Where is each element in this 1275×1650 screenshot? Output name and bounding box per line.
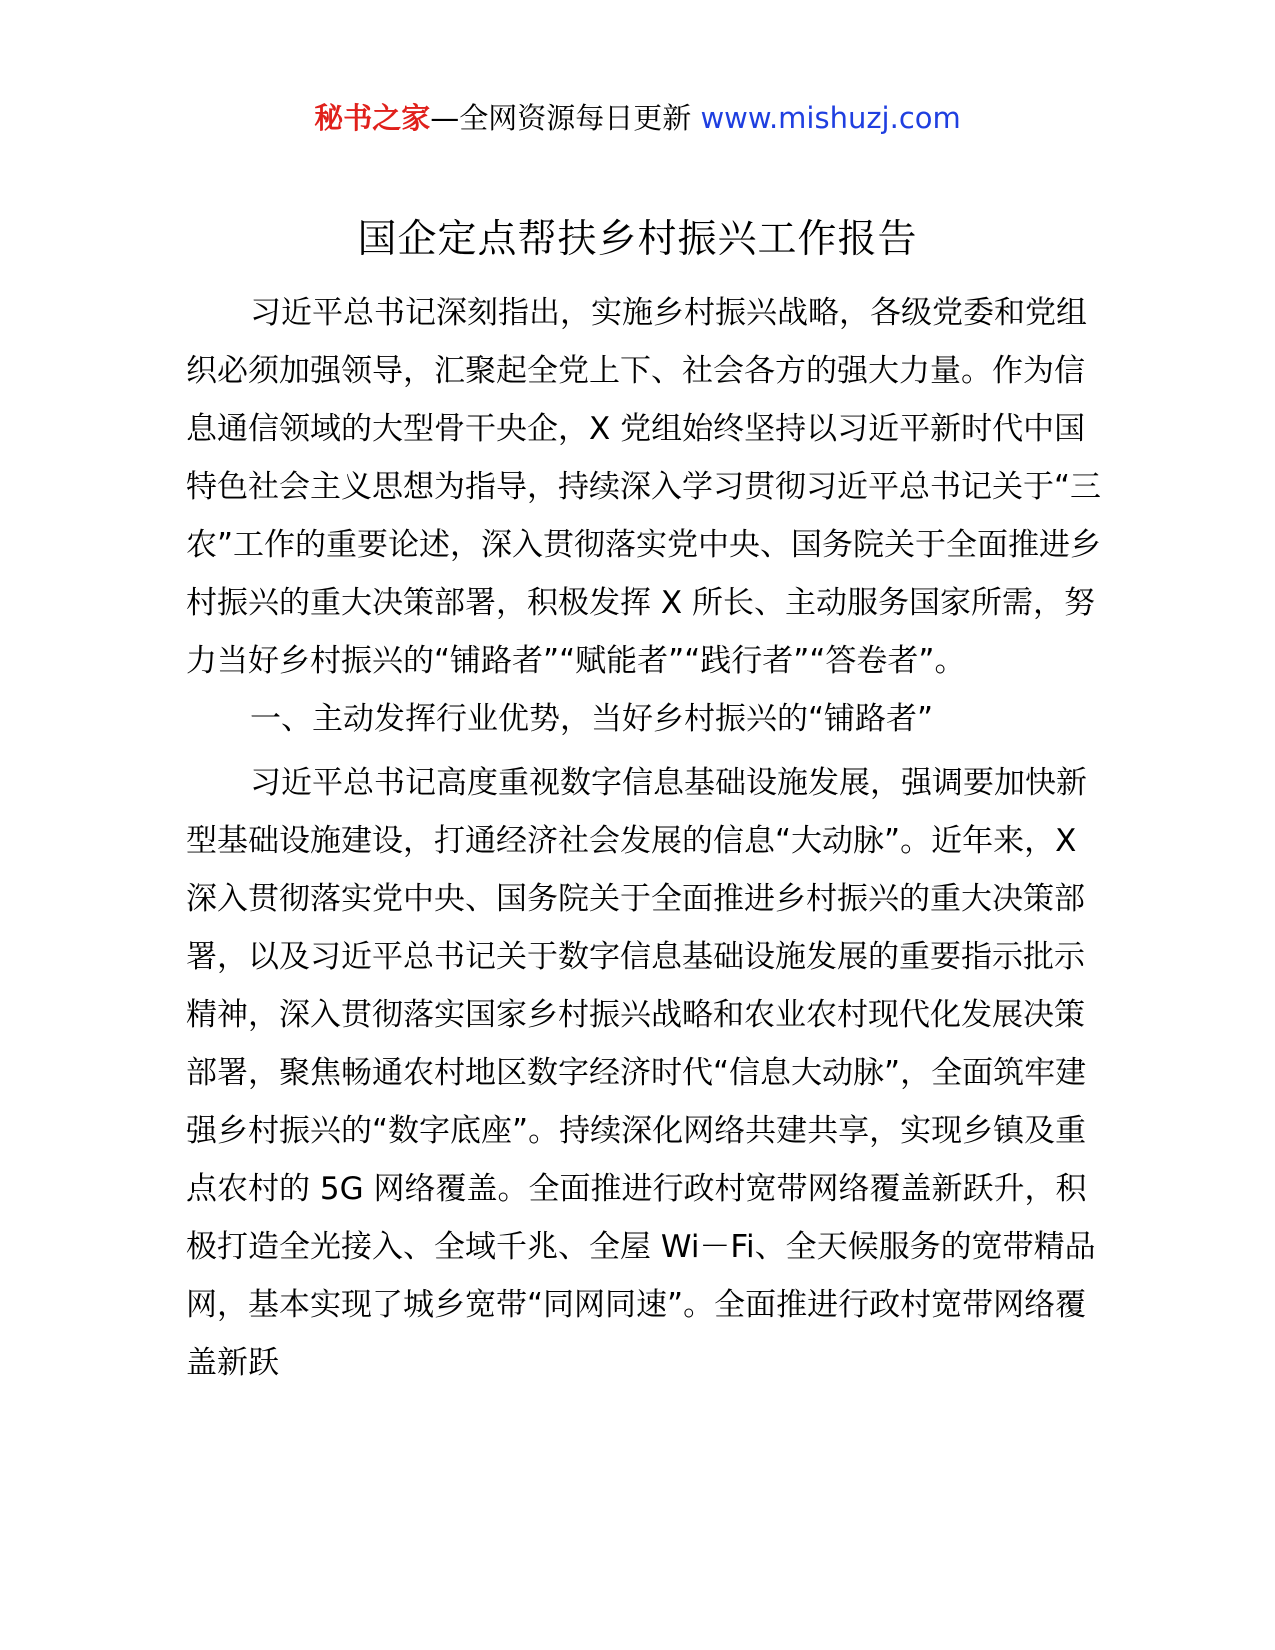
document-body	[186, 284, 1106, 1392]
brand-name: 秘书之家	[314, 101, 431, 135]
header-tagline: —全网资源每日更新	[430, 101, 701, 135]
paragraph-section-1: 习近平总书记高度重视数字信息基础设施发展，强调要加快新型基础设施建设，打通经济社会发展的信息“大动脉”。近年来，X 深入贯彻落实党中央、国务院关于全面推进乡村振兴的重大决策部署，以及习近平总书记关于数字信息基础设施发展的重要指示批示精神，深入贯彻落实国家乡村振兴战略和农业农村现代化发展决策部署，聚焦畅通农村地区数字经济时代“信息大动脉”，全面筑牢建强乡村振兴的“数字底座”。持续深化网络共建共享，实现乡镇及重点农村的 5G 网络覆盖。全面推进行政村宽带网络覆盖新跃升，积极打造全光接入、全域千兆、全屋 Wi－Fi、全天候服务的宽带精品网，基本实现了城乡宽带“同网同速”。全面推进行政村宽带网络覆盖新跃	[186, 765, 1096, 1381]
paragraph-intro: 习近平总书记深刻指出，实施乡村振兴战略，各级党委和党组织必须加强领导，汇聚起全党上下、社会各方的强大力量。作为信息通信领域的大型骨干央企，X 党组始终坚持以习近平新时代中国特色社会主义思想为指导，持续深入学习贯彻习近平总书记关于“三农”工作的重要论述，深入贯彻落实党中央、国务院关于全面推进乡村振兴的重大决策部署，积极发挥 X 所长、主动服务国家所需，努力当好乡村振兴的“铺路者”“赋能者”“践行者”“答卷者”。	[186, 295, 1102, 679]
document-title: 国企定点帮扶乡村振兴工作报告	[357, 217, 918, 262]
site-url: www.mishuzj.com	[700, 101, 961, 135]
section-heading: 一、主动发挥行业优势，当好乡村振兴的“铺路者”	[250, 701, 934, 737]
site-header	[0, 96, 1275, 140]
